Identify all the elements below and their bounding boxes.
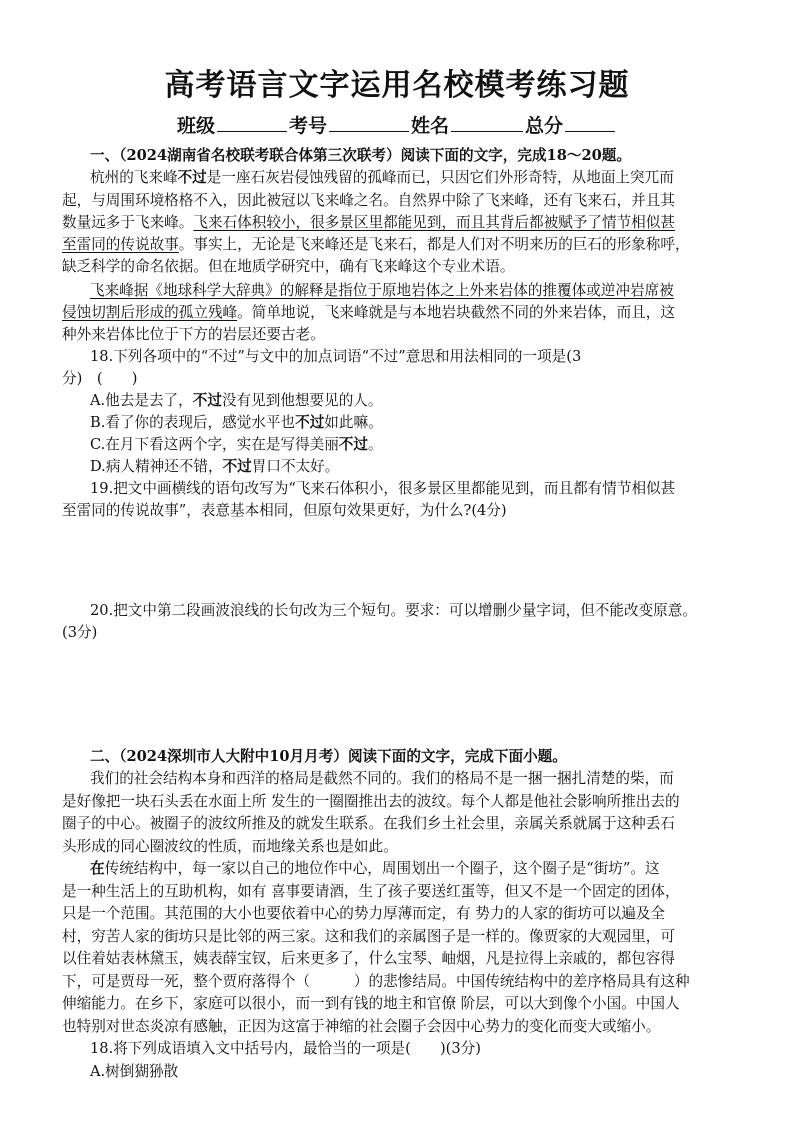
- option-a: A.他去是去了，不过没有见到他想要见的人。: [90, 392, 383, 409]
- score-blank: [565, 113, 615, 132]
- passage2-line: 下，可是贾母一死，整个贾府落得个（ ）的悲惨结局。中国传统结构中的差序格局具有这种: [62, 973, 690, 990]
- passage1-line: 侵蚀切割后形成的孤立残峰。简单地说，飞来峰就是与本地岩块截然不同的外来岩体，而且，这: [62, 304, 675, 321]
- name-label: 姓名: [411, 115, 450, 137]
- passage2-line: 在传统结构中，每一家以自己的地位作中心，周围划出一个圈子，这个圈子是“街坊”。这: [90, 860, 660, 877]
- passage2-line: 以住着姑表林黛玉，姨表薛宝钗，后来更多了，什么宝琴、岫烟，凡是拉得上亲戚的，都包容得: [62, 950, 675, 967]
- option-b: B.看了你的表现后，感觉水平也不过如此嘛。: [90, 414, 383, 431]
- score-label: 总分: [525, 115, 564, 137]
- question18-stem: 18.下列各项中的“不过”与文中的加点词语“不过”意思和用法相同的一项是(3: [90, 348, 582, 365]
- underlined-sentence: 飞来石体积较小，很多景区里都能见到，而且其背后都被赋予了情节相似甚: [193, 214, 675, 231]
- passage2-line: 伸缩能力。在乡下，家庭可以很小，而一到有钱的地主和官僚 阶层，可以大到像个小国。中国人: [62, 995, 680, 1012]
- passage1-line: 种外来岩体比位于下方的岩层还要古老。: [62, 326, 325, 343]
- section2-heading: 二、（2024深圳市人大附中10月月考）阅读下面的文字，完成下面小题。: [90, 748, 567, 765]
- question19-stem: 19.把文中画横线的语句改写为“飞来石体积小，很多景区里都能见到，而且都有情节相似甚: [90, 480, 676, 497]
- number-label: 考号: [288, 115, 327, 137]
- option-d: D.病人精神还不错，不过胃口不太好。: [90, 458, 340, 475]
- question19-stem-cont: 至雷同的传说故事”，表意基本相同，但原句效果更好，为什么?(4分): [62, 502, 507, 519]
- page-title: 高考语言文字运用名校模考练习题: [164, 68, 630, 103]
- section2-option-a: A.树倒猢狲散: [90, 1063, 179, 1080]
- dotted-word: 不过: [177, 169, 207, 186]
- section2-question18-stem: 18.将下列成语填入文中括号内，最恰当的一项是( )(3分): [90, 1040, 481, 1057]
- question18-stem-cont: 分) ( ): [62, 370, 138, 387]
- wavy-sentence: 侵蚀切割后形成的孤立残峰: [62, 304, 238, 321]
- passage1-line: 数量远多于飞来峰。飞来石体积较小，很多景区里都能见到，而且其背后都被赋予了情节相似甚: [62, 214, 675, 231]
- name-blank: [451, 113, 523, 132]
- passage2-line: 圈子的中心。被圈子的波纹所推及的就发生联系。在我们乡土社会里，亲属关系就属于这种丢石: [62, 815, 675, 832]
- passage2-line: 也特别对世态炎凉有感触，正因为这富于神缩的社会圈子会因中心势力的变化而变大或缩小。: [62, 1018, 661, 1035]
- passage2-line: 村，穷苦人家的街坊只是比邻的两三家。这和我们的亲属图子是一样的。像贾家的大观园里，可: [62, 928, 675, 945]
- passage2-line: 头形成的同心圈波纹的性质，而地缘关系也是如此。: [62, 838, 398, 855]
- passage2-line: 是好像把一块石头丢在水面上所 发生的一圈圈推出去的波纹。每个人都是他社会影响所推出去的: [62, 793, 680, 810]
- class-label: 班级: [176, 115, 215, 137]
- student-info-row: [0, 111, 794, 138]
- option-c: C.在月下看这两个字，实在是写得美丽不过。: [90, 436, 383, 453]
- question20-stem: 20.把文中第二段画波浪线的长句改为三个短句。要求：可以增删少量字词，但不能改变原意。: [90, 602, 697, 619]
- passage1-line: 缺乏科学的命名依据。但在地质学研究中，确有飞来峰这个专业术语。: [62, 258, 515, 275]
- passage1-line: 至雷同的传说故事。事实上，无论是飞来峰还是飞来石，都是人们对不明来历的巨石的形象称呼，: [62, 236, 690, 253]
- passage2-line: 是一种生活上的互助机构，如有 喜事要请酒，生了孩子要送红蛋等，但又不是一个固定的团体，: [62, 883, 680, 900]
- passage2-line: 只是一个范围。其范围的大小也要依着中心的势力厚薄而定，有 势力的人家的街坊可以遍及全: [62, 905, 665, 922]
- passage1-line: 起，与周围环境格格不入，因此被冠以飞来峰之名。自然界中除了飞来峰，还有飞来石，并且其: [62, 192, 675, 209]
- question20-stem-cont: (3分): [62, 624, 98, 641]
- underlined-sentence: 至雷同的传说故事: [62, 236, 179, 253]
- number-blank: [329, 113, 409, 132]
- passage2-line: 我们的社会结构本身和西洋的格局是截然不同的。我们的格局不是一捆一捆扎清楚的柴，而: [90, 770, 674, 787]
- wavy-sentence: 飞来峰据《地球科学大辞典》的解释是指位于原地岩体之上外来岩体的推覆体或逆冲岩席被: [90, 282, 674, 299]
- passage1-line: [90, 280, 734, 302]
- passage1-line: 杭州的飞来峰不过是一座石灰岩侵蚀残留的孤峰而已，只因它们外形奇特，从地面上突兀而: [90, 169, 674, 186]
- section1-heading: 一、（2024湖南省名校联考联合体第三次联考）阅读下面的文字，完成18～20题。: [90, 147, 631, 164]
- class-blank: [217, 113, 287, 132]
